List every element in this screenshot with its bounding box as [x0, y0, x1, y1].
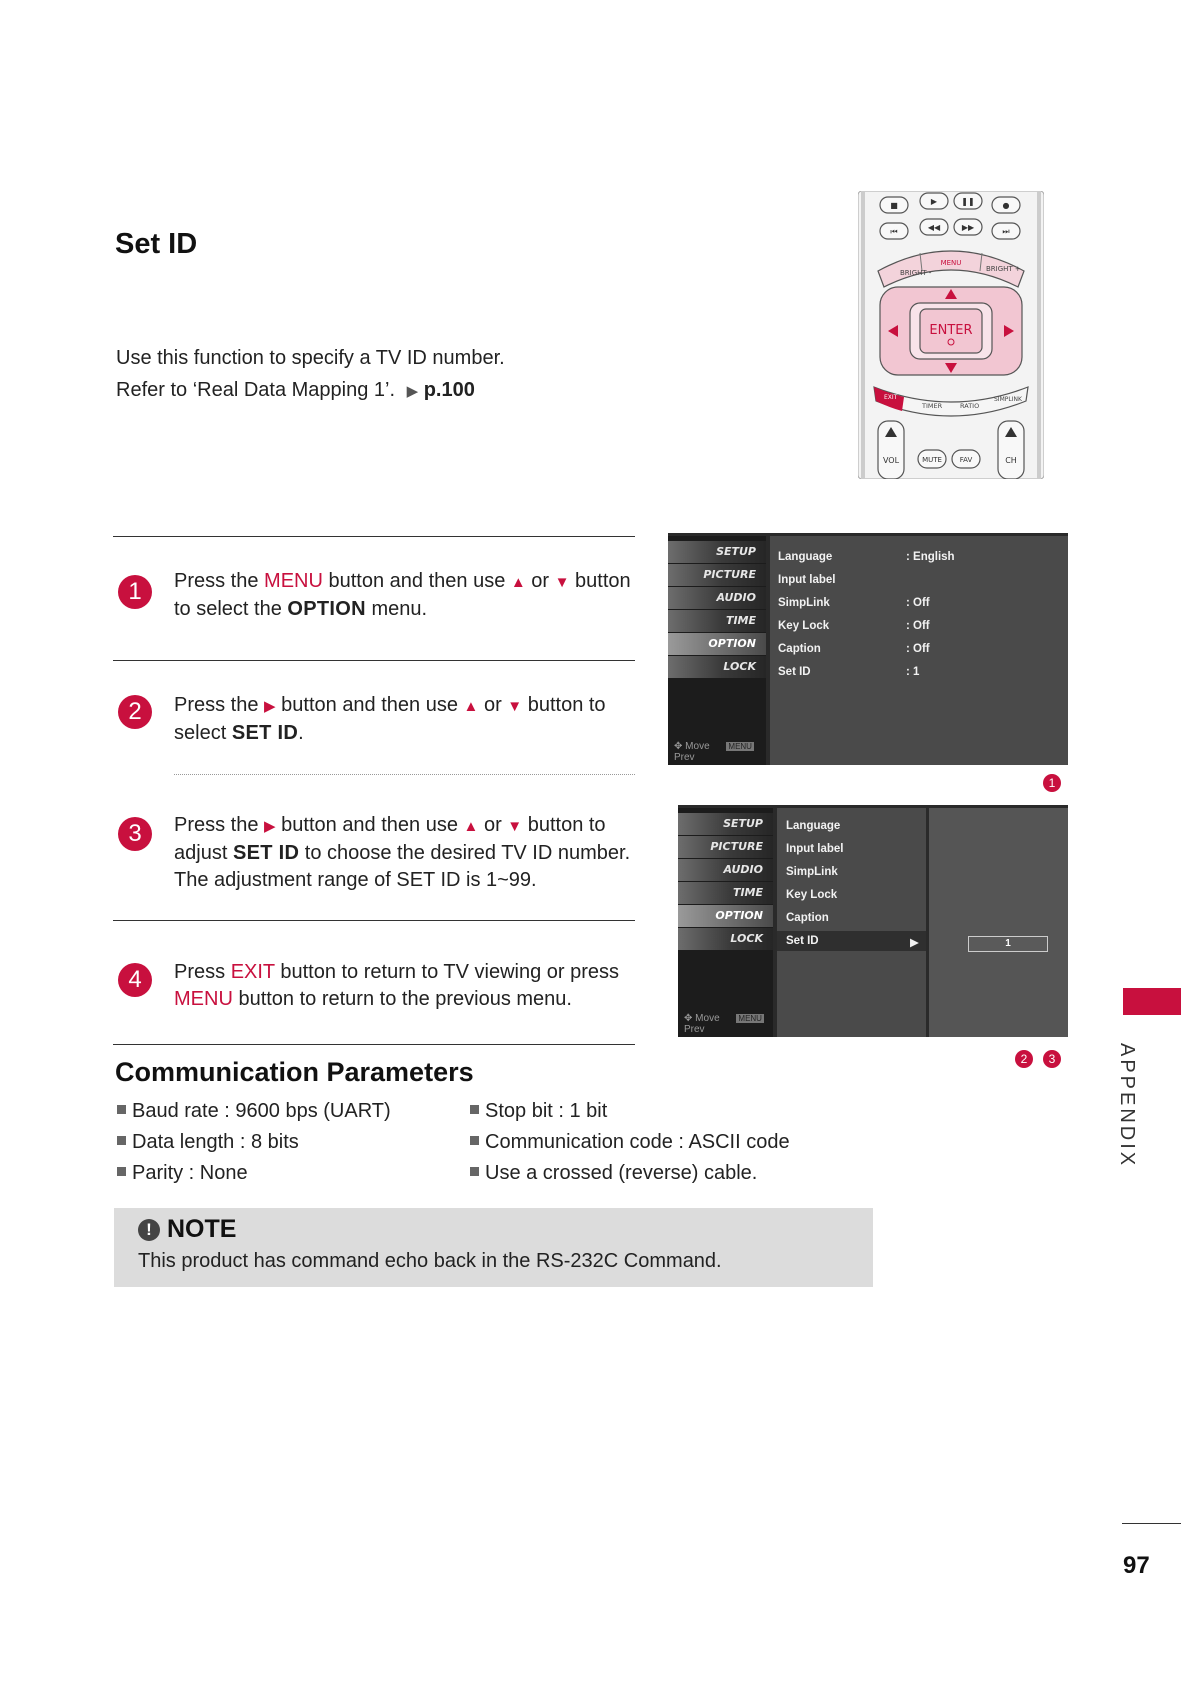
osd-row-value: : Off	[906, 597, 930, 609]
osd-screen-option-menu	[668, 533, 1068, 765]
osd-sidebar	[668, 536, 766, 765]
option-keyword: OPTION	[287, 598, 366, 620]
svg-text:●: ●	[1002, 201, 1010, 210]
osd-menu-audio: AUDIO	[678, 859, 773, 881]
osd-footer: ✥ Move MENU Prev	[684, 1013, 762, 1035]
osd-footer: ✥ Move MENU Prev	[674, 741, 752, 763]
svg-text:⏭: ⏭	[1002, 227, 1010, 236]
osd-row-label: Input label	[778, 574, 836, 586]
exit-keyword: EXIT	[230, 961, 275, 983]
play-arrow-icon: ▶	[406, 383, 419, 400]
right-arrow-icon: ▶	[264, 698, 276, 715]
param-item: Stop bit : 1 bit	[470, 1100, 607, 1123]
menu-keyword: MENU	[264, 570, 323, 592]
divider	[113, 660, 635, 661]
menu-keyword: MENU	[174, 988, 233, 1010]
mute-label: MUTE	[922, 456, 942, 464]
right-arrow-icon: ▶	[264, 818, 276, 835]
set-id-keyword: SET ID	[231, 722, 299, 744]
bullet-icon	[470, 1105, 479, 1114]
osd-row-label: Caption	[786, 912, 829, 924]
osd-row-label: SimpLink	[778, 597, 830, 609]
bullet-icon	[117, 1167, 126, 1176]
svg-text:▶▶: ▶▶	[961, 223, 975, 232]
svg-text:❚❚: ❚❚	[961, 197, 975, 206]
step-number: 3	[118, 817, 152, 851]
up-arrow-icon: ▲	[510, 574, 526, 591]
down-arrow-icon: ▼	[554, 574, 570, 591]
step-number: 4	[118, 963, 152, 997]
param-item: Baud rate : 9600 bps (UART)	[117, 1100, 391, 1123]
bullet-icon	[117, 1136, 126, 1145]
osd-row-value: : Off	[906, 643, 930, 655]
intro-text	[116, 342, 505, 408]
page-reference: p.100	[423, 379, 475, 401]
step-number: 2	[118, 695, 152, 729]
bullet-icon	[470, 1136, 479, 1145]
bullet-icon	[470, 1167, 479, 1176]
remote-control-illustration	[858, 191, 1044, 479]
step-2-text: Press the ▶ button and then use ▲ or ▼ button to select SET ID.	[174, 694, 606, 744]
divider	[113, 920, 635, 921]
figure-badge: 2	[1015, 1050, 1033, 1068]
exclamation-icon: !	[138, 1219, 160, 1241]
step-3-text: Press the ▶ button and then use ▲ or ▼ button to adjust SET ID to choose the desired TV ID number. The adjustment range of SET ID is 1~99.	[174, 814, 631, 891]
down-arrow-icon: ▼	[507, 698, 523, 715]
menu-label: MENU	[940, 259, 962, 267]
param-item: Communication code : ASCII code	[470, 1131, 790, 1154]
note-text: This product has command echo back in the RS-232C Command.	[138, 1250, 722, 1272]
osd-sidebar	[678, 808, 773, 1037]
ratio-label: RATIO	[960, 402, 980, 410]
osd-menu-setup: SETUP	[678, 813, 773, 835]
divider	[113, 1044, 635, 1045]
simplink-label: SIMPLINK	[994, 396, 1022, 403]
bright-plus-label: BRIGHT +	[986, 265, 1021, 273]
ch-label: CH	[1005, 456, 1017, 465]
up-arrow-icon: ▲	[463, 818, 479, 835]
exit-label: EXIT	[884, 394, 898, 401]
osd-row-label: Key Lock	[778, 620, 830, 632]
move-icon: ✥	[684, 1013, 693, 1024]
fav-label: FAV	[959, 456, 973, 464]
osd-menu-picture: PICTURE	[678, 836, 773, 858]
intro-line-2	[116, 374, 505, 408]
page-number-rule	[1122, 1523, 1181, 1524]
osd-row-label: Key Lock	[786, 889, 838, 901]
osd-menu-audio: AUDIO	[668, 587, 766, 609]
osd-row-label: Language	[786, 820, 841, 832]
timer-label: TIMER	[922, 402, 943, 410]
step-1-text: Press the MENU button and then use ▲ or ▼ button to select the OPTION menu.	[174, 570, 631, 620]
osd-row-value: : English	[906, 551, 955, 563]
osd-row-value: : 1	[906, 666, 920, 678]
svg-text:■: ■	[890, 201, 898, 210]
bright-minus-label: BRIGHT -	[900, 269, 932, 277]
section-title: Communication Parameters	[115, 1057, 474, 1087]
osd-menu-time: TIME	[668, 610, 766, 632]
vol-label: VOL	[882, 456, 900, 465]
svg-text:▶: ▶	[930, 197, 938, 206]
divider	[113, 536, 635, 537]
step-number: 1	[118, 575, 152, 609]
up-arrow-icon: ▲	[463, 698, 479, 715]
intro-reference: Refer to ‘Real Data Mapping 1’.	[116, 379, 396, 401]
section-side-label: APPENDIX	[1116, 1043, 1138, 1169]
set-id-value-box: 1	[968, 936, 1048, 952]
move-icon: ✥	[674, 741, 683, 752]
svg-text:⏮: ⏮	[890, 227, 898, 236]
step-4-text: Press EXIT button to return to TV viewing or press MENU button to return to the previous menu.	[174, 961, 620, 1010]
right-arrow-icon: ▶	[910, 937, 919, 949]
intro-line-1: Use this function to specify a TV ID number.	[116, 347, 505, 369]
osd-row-value: : Off	[906, 620, 930, 632]
osd-menu-picture: PICTURE	[668, 564, 766, 586]
menu-key-icon: MENU	[738, 1014, 762, 1023]
bullet-icon	[117, 1105, 126, 1114]
osd-row-label: Language	[778, 551, 833, 563]
osd-menu-option: OPTION	[678, 905, 773, 927]
osd-row-label: Set ID	[778, 666, 811, 678]
param-item: Parity : None	[117, 1162, 248, 1185]
osd-menu-option: OPTION	[668, 633, 766, 655]
osd-menu-lock: LOCK	[668, 656, 766, 678]
svg-text:◀◀: ◀◀	[927, 223, 941, 232]
osd-row-label: Caption	[778, 643, 821, 655]
page-number: 97	[1123, 1552, 1150, 1579]
down-arrow-icon: ▼	[507, 818, 523, 835]
osd-row-label: Set ID	[786, 935, 819, 947]
dotted-divider	[174, 774, 635, 775]
param-item: Data length : 8 bits	[117, 1131, 299, 1154]
figure-badge: 3	[1043, 1050, 1061, 1068]
osd-menu-lock: LOCK	[678, 928, 773, 950]
set-id-keyword: SET ID	[232, 842, 300, 864]
osd-menu-setup: SETUP	[668, 541, 766, 563]
figure-badge: 1	[1043, 774, 1061, 792]
menu-key-icon: MENU	[728, 742, 752, 751]
page-title: Set ID	[115, 228, 198, 260]
param-item: Use a crossed (reverse) cable.	[470, 1162, 757, 1185]
section-tab-marker	[1123, 988, 1181, 1015]
osd-screen-set-id	[678, 805, 1068, 1037]
enter-label: ENTER	[929, 323, 973, 338]
osd-menu-time: TIME	[678, 882, 773, 904]
osd-row-label: Input label	[786, 843, 844, 855]
osd-row-label: SimpLink	[786, 866, 838, 878]
note-heading: NOTE	[167, 1215, 237, 1243]
